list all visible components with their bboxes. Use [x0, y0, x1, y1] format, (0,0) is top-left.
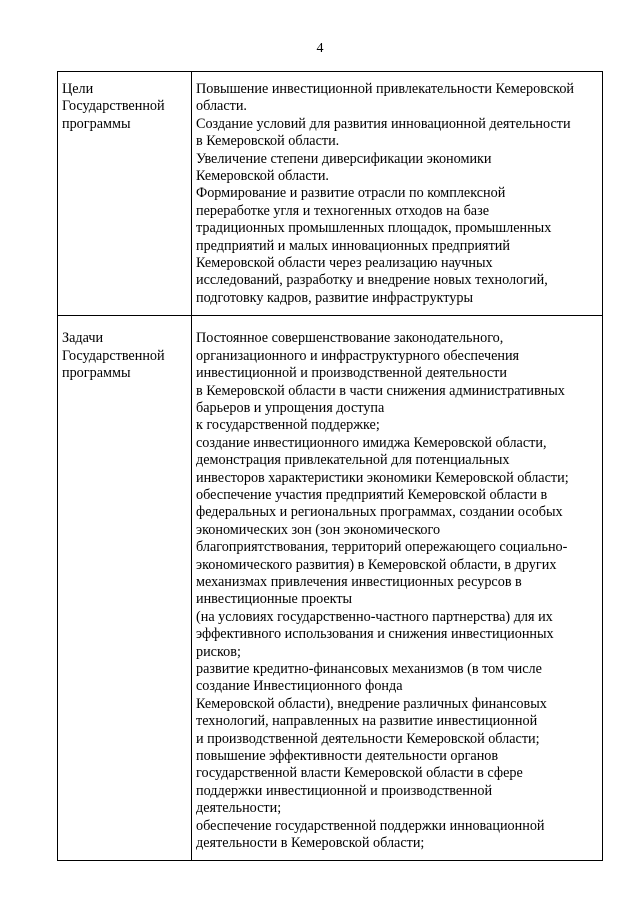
- content-line: в Кемеровской области.: [196, 133, 340, 150]
- content-line: создание Инвестиционного фонда: [196, 678, 403, 695]
- content-line: предприятий и малых инновационных предприятий: [196, 237, 510, 254]
- content-line: Формирование и развитие отрасли по комплексной: [196, 185, 506, 202]
- row-label-cell: [58, 72, 192, 316]
- content-line: традиционных промышленных площадок, промышленных: [196, 220, 552, 237]
- content-line: развитие кредитно-финансовых механизмов (в том числе: [196, 661, 542, 677]
- table-row-tasks: [58, 316, 603, 861]
- content-line: обеспечение государственной поддержки инновационной: [196, 817, 545, 834]
- content-line: федеральных и региональных программах, создании особых: [196, 504, 563, 521]
- program-passport-table: [57, 71, 603, 861]
- row-label-line: Цели: [62, 81, 94, 97]
- content-line: обеспечение участия предприятий Кемеровской области в: [196, 486, 548, 503]
- content-line: рисков;: [196, 643, 241, 660]
- row-label-line: программы: [62, 115, 131, 132]
- content-line: демонстрация привлекательной для потенциальных: [196, 452, 510, 469]
- content-line: инвестиционные проекты: [196, 591, 353, 608]
- content-line: Создание условий для развития инновационной деятельности: [196, 115, 571, 132]
- content-line: деятельности;: [196, 800, 282, 817]
- row-content-cell: [192, 316, 603, 861]
- content-line: экономических зон (зон экономического: [196, 521, 441, 538]
- content-line: подготовку кадров, развитие инфраструктуры: [196, 289, 473, 306]
- content-line: в Кемеровской области в части снижения административных: [196, 382, 565, 399]
- content-line: и производственной деятельности Кемеровской области;: [196, 730, 540, 747]
- content-line: организационного и инфраструктурного обеспечения: [196, 347, 520, 364]
- row-label: [58, 72, 191, 139]
- content-line: к государственной поддержке;: [196, 417, 380, 434]
- row-label-line: Задачи: [62, 330, 104, 347]
- content-line: исследований, разработку и внедрение новых технологий,: [196, 272, 548, 289]
- content-line: деятельности в Кемеровской области;: [196, 835, 425, 852]
- content-line: механизмах привлечения инвестиционных ресурсов в: [196, 573, 522, 590]
- content-line: переработке угля и техногенных отходов на базе: [196, 202, 489, 219]
- content-line: Увеличение степени диверсификации экономики: [196, 150, 492, 167]
- content-line: технологий, направленных на развитие инвестиционной: [196, 713, 538, 730]
- row-label-line: программы: [62, 365, 131, 382]
- row-content-cell: [192, 72, 603, 316]
- row-label: [58, 316, 191, 388]
- content-line: инвесторов характеристики экономики Кемеровской области;: [196, 469, 569, 486]
- content-line: Постоянное совершенствование законодательного,: [196, 330, 504, 347]
- row-content: [192, 316, 602, 860]
- content-line: Кемеровской области через реализацию научных: [196, 255, 493, 272]
- content-line: благоприятствования, территорий опережающего социально-: [196, 539, 568, 556]
- content-line: повышение эффективности деятельности органов: [196, 748, 499, 765]
- row-label-line: Государственной: [62, 347, 165, 364]
- content-line: создание инвестиционного имиджа Кемеровской области,: [196, 434, 547, 451]
- page-number: 4: [316, 41, 324, 56]
- content-line: государственной власти Кемеровской области в сфере: [196, 765, 523, 782]
- content-line: области.: [196, 98, 247, 115]
- content-line: эффективного использования и снижения инвестиционных: [196, 626, 554, 643]
- row-content: [192, 72, 602, 315]
- content-line: барьеров и упрощения доступа: [196, 399, 385, 416]
- content-line: (на условиях государственно-частного партнерства) для их: [196, 608, 553, 625]
- content-line: Повышение инвестиционной привлекательности Кемеровской: [196, 81, 575, 97]
- table-body: [58, 72, 603, 861]
- content-line: экономического развития) в Кемеровской области, в других: [196, 556, 557, 573]
- row-label-cell: [58, 316, 192, 861]
- content-line: Кемеровской области.: [196, 168, 329, 185]
- content-line: Кемеровской области), внедрение различных финансовых: [196, 695, 547, 712]
- table-row-goals: [58, 72, 603, 316]
- content-line: поддержки инвестиционной и производственной: [196, 782, 493, 799]
- content-line: инвестиционной и производственной деятельности: [196, 365, 507, 382]
- row-label-line: Государственной: [62, 98, 165, 115]
